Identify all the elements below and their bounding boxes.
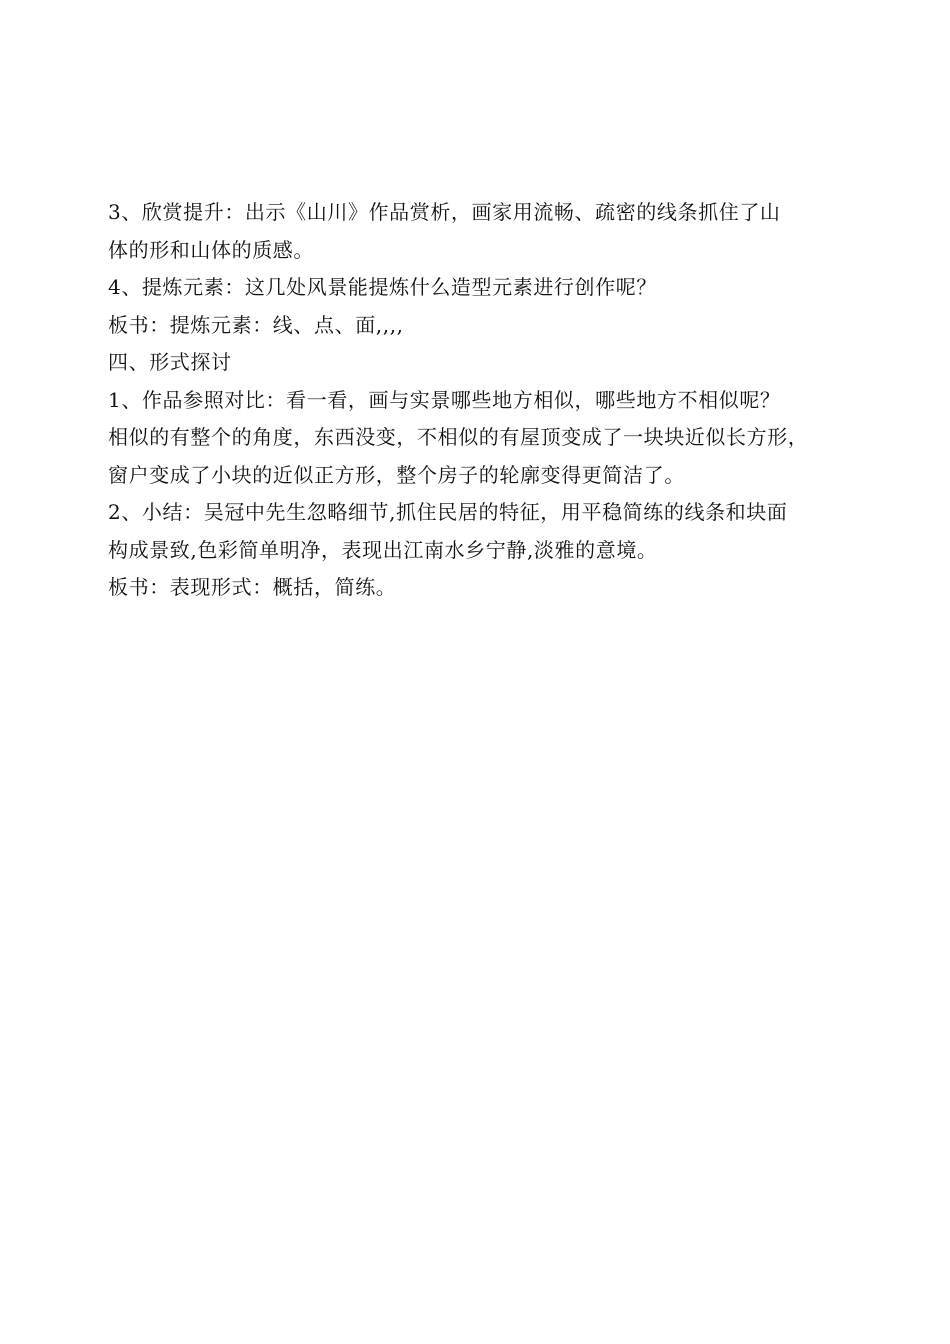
document-body: [108, 194, 868, 607]
paragraph-extract-elements: 4、提炼元素：这几处风景能提炼什么造型元素进行创作呢？: [108, 275, 657, 299]
paragraph-appreciation-line-1: 3、欣赏提升：出示《山川》作品赏析，画家用流畅、疏密的线条抓住了山: [108, 200, 781, 224]
section-heading-form-discussion: 四、形式探讨: [108, 350, 232, 374]
paragraph-comparison-line-1: 相似的有整个的角度，东西没变，不相似的有屋顶变成了一块块近似长方形，: [108, 425, 809, 449]
blackboard-note-elements: 板书：提炼元素：线、点、面,,,,: [108, 312, 404, 337]
paragraph-appreciation-line-2: 体的形和山体的质感。: [108, 237, 314, 262]
blackboard-note-form: 板书：表现形式：概括，简练。: [108, 575, 397, 599]
paragraph-summary-line-1: 2、小结：吴冠中先生忽略细节,抓住民居的特征，用平稳简练的线条和块面: [108, 500, 788, 524]
paragraph-comparison-line-2: 窗户变成了小块的近似正方形，整个房子的轮廓变得更简洁了。: [108, 462, 685, 487]
paragraph-comparison-question: 1、作品参照对比：看一看，画与实景哪些地方相似，哪些地方不相似呢？: [108, 387, 781, 412]
paragraph-summary-line-2: 构成景致,色彩简单明净，表现出江南水乡宁静,淡雅的意境。: [108, 537, 658, 562]
